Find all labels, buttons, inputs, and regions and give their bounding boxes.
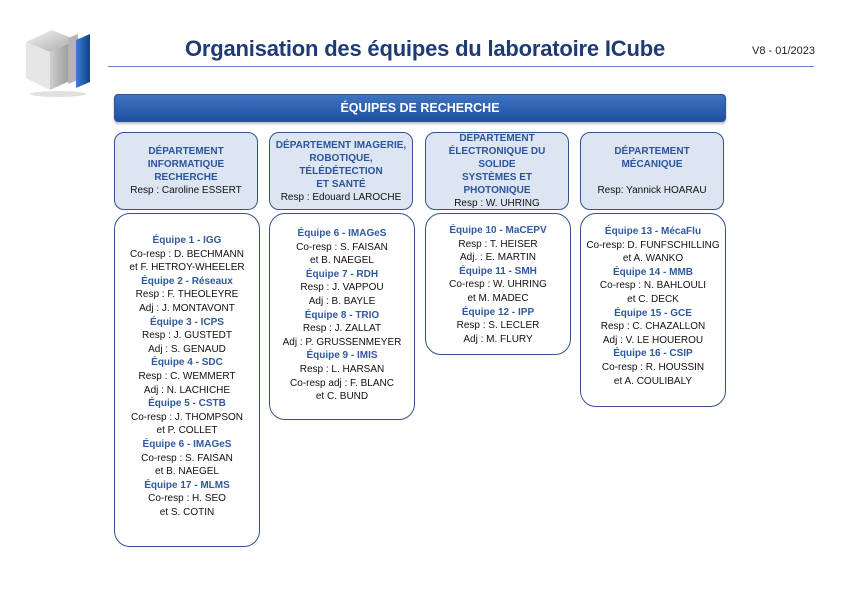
page-title: Organisation des équipes du laboratoire ICube — [185, 36, 665, 61]
team-member: et A. COULIBALY — [613, 375, 693, 387]
team-member: et F. HETROY-WHEELER — [129, 262, 245, 274]
team-member: et P. COLLET — [156, 425, 218, 437]
team-name: Équipe 4 - SDC — [151, 357, 223, 369]
team-member: Resp : J. ZALLAT — [302, 323, 382, 335]
teams-box-electronique — [425, 213, 571, 355]
team-member: Co-resp : D. BECHMANN — [130, 248, 244, 260]
team-member: Resp : L. HARSAN — [299, 363, 385, 375]
dept-name-line: MÉCANIQUE — [621, 159, 683, 170]
dept-name-line: SYSTÈMES ET PHOTONIQUE — [461, 172, 532, 196]
team-member: et S. COTIN — [159, 506, 215, 518]
team-member: et B. NAEGEL — [155, 466, 219, 478]
dept-name-line: INFORMATIQUE — [147, 159, 225, 170]
team-member: Co-resp : S. FAISAN — [296, 241, 388, 253]
dept-name-line: DÉPARTEMENT IMAGERIE, — [275, 139, 407, 151]
dept-resp: Resp : Caroline ESSERT — [130, 185, 242, 196]
dept-name-line: ÉLECTRONIQUE DU SOLIDE — [448, 146, 546, 170]
team-member: et M. MADEC — [467, 292, 529, 304]
dept-name-line: ROBOTIQUE, TÉLÉDÉTECTION — [299, 152, 383, 177]
team-name: Équipe 14 - MMB — [612, 266, 693, 278]
team-name: Équipe 9 - IMIS — [306, 350, 378, 362]
research-teams-banner: ÉQUIPES DE RECHERCHE — [114, 94, 726, 122]
team-member: Co-resp adj : F. BLANC — [290, 377, 394, 389]
team-member: Adj : V. LE HOUEROU — [602, 334, 704, 346]
team-member: Co-resp: D. FUNFSCHILLING — [586, 239, 720, 251]
dept-name-line: DÉPARTEMENT — [459, 133, 535, 144]
dept-header-informatique — [114, 132, 258, 210]
dept-name-line: RECHERCHE — [154, 172, 218, 183]
team-member: Adj : J. MONTAVONT — [139, 302, 235, 314]
team-member: Resp : T. HEISER — [458, 238, 538, 250]
team-member: Adj : M. FLURY — [463, 333, 533, 345]
version-label: V8 - 01/2023 — [752, 45, 815, 57]
teams-box-mecanique — [580, 213, 726, 407]
icube-logo-icon — [20, 24, 96, 98]
team-member: Resp : C. WEMMERT — [138, 370, 236, 382]
team-name: Équipe 15 - GCE — [614, 307, 692, 319]
team-name: Équipe 8 - TRIO — [304, 309, 380, 321]
team-member: et A. WANKO — [622, 253, 684, 265]
team-name: Équipe 5 - CSTB — [148, 398, 226, 410]
dept-resp: Resp : Edouard LAROCHE — [280, 191, 402, 203]
team-member: et C. BUND — [315, 391, 369, 403]
team-member: Resp : S. LECLER — [456, 320, 540, 332]
team-member: Resp : C. CHAZALLON — [600, 321, 706, 333]
team-member: Co-resp : J. THOMPSON — [130, 411, 244, 423]
team-member: Resp : F. THEOLEYRE — [135, 289, 239, 301]
team-member: Adj : B. BAYLE — [308, 295, 376, 307]
title-divider — [108, 66, 814, 67]
team-name: Équipe 10 - MaCEPV — [449, 225, 547, 236]
dept-header-imagerie — [269, 132, 413, 210]
teams-box-imagerie — [269, 213, 415, 420]
team-member: Co-resp : W. UHRING — [449, 279, 547, 291]
dept-header-electronique — [425, 132, 569, 210]
team-name: Équipe 2 - Réseaux — [141, 275, 233, 287]
dept-name-line: DÉPARTEMENT — [148, 146, 224, 157]
team-name: Équipe 12 - IPP — [461, 306, 535, 318]
team-member: Co-resp : S. FAISAN — [141, 452, 233, 464]
team-name: Équipe 1 - IGG — [152, 235, 222, 246]
team-member: Co-resp : R. HOUSSIN — [601, 361, 705, 373]
team-member: Adj : P. GRUSSENMEYER — [282, 336, 402, 348]
dept-header-mecanique — [580, 132, 724, 210]
dept-resp: Resp: Yannick HOARAU — [597, 185, 707, 196]
team-name: Équipe 17 - MLMS — [144, 479, 230, 491]
team-member: et B. NAEGEL — [310, 255, 374, 267]
dept-name-line: DÉPARTEMENT — [614, 146, 690, 157]
team-member: Adj : S. GENAUD — [148, 343, 226, 355]
team-member: Resp : J. VAPPOU — [300, 282, 384, 294]
team-member: Resp : J. GUSTEDT — [141, 330, 232, 342]
teams-box-informatique — [114, 213, 260, 547]
team-name: Équipe 6 - IMAGeS — [297, 228, 387, 239]
team-member: et C. DECK — [627, 293, 679, 305]
team-member: Adj : N. LACHICHE — [143, 384, 231, 396]
dept-resp: Resp : W. UHRING — [454, 198, 540, 209]
team-member: Co-resp : N. BAHLOULI — [599, 280, 707, 292]
team-name: Équipe 11 - SMH — [459, 265, 537, 277]
team-name: Équipe 16 - CSIP — [613, 348, 693, 360]
team-name: Équipe 13 - MécaFlu — [604, 226, 702, 237]
team-name: Équipe 7 - RDH — [305, 268, 379, 280]
dept-name-line: ET SANTÉ — [316, 178, 366, 190]
team-member: Adj. : E. MARTIN — [460, 252, 536, 264]
team-name: Équipe 3 - ICPS — [150, 316, 224, 328]
team-name: Équipe 6 - IMAGeS — [142, 438, 232, 450]
team-member: Co-resp : H. SEO — [148, 493, 226, 505]
